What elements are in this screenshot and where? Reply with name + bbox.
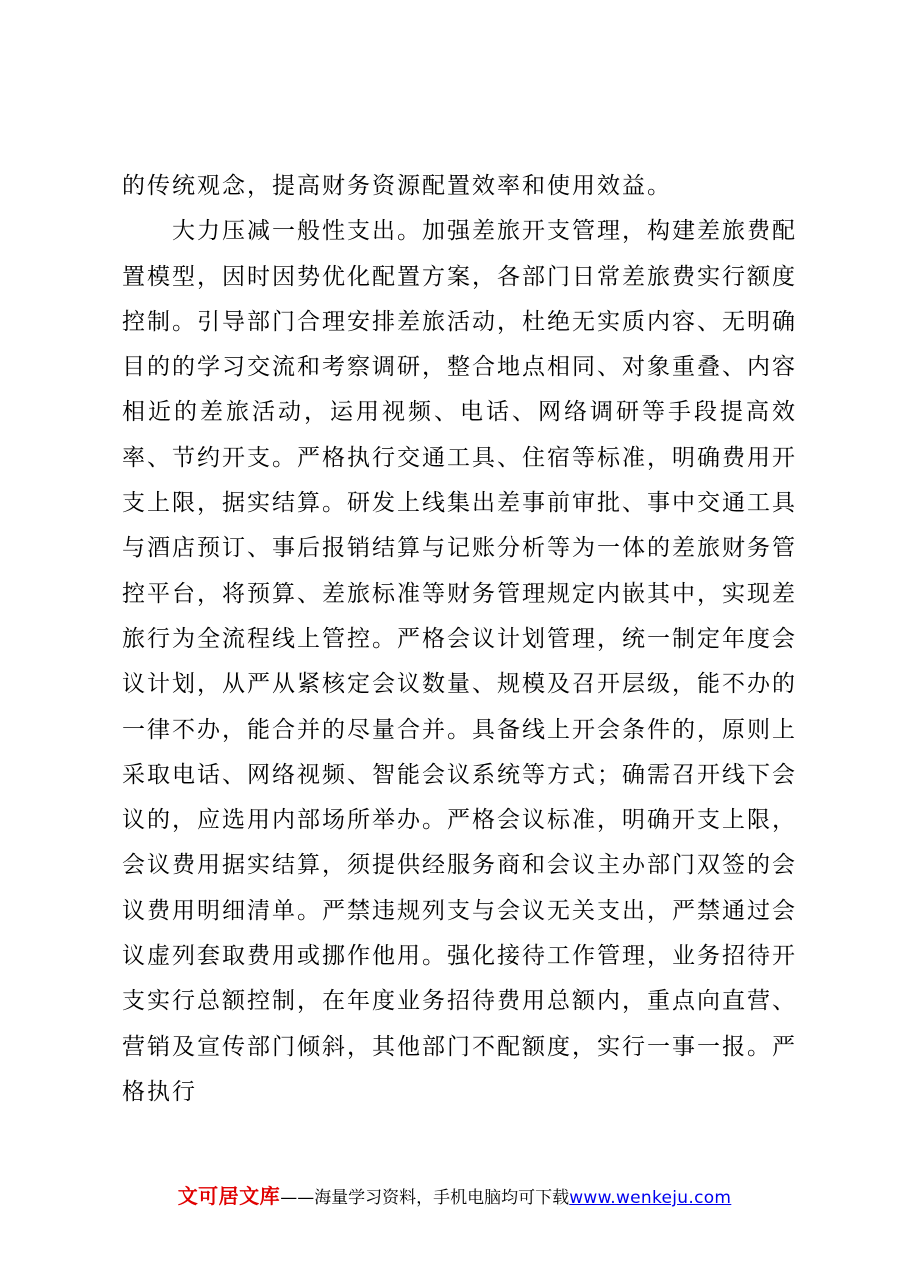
footer-tagline: ——海量学习资料，手机电脑均可下载 — [280, 1188, 570, 1208]
footer-website-link[interactable]: www.wenkeju.com — [569, 1188, 732, 1208]
page-footer — [0, 1180, 909, 1209]
paragraph-continuation: 的传统观念，提高财务资源配置效率和使用效益。 — [122, 173, 672, 199]
paragraph-expense-reduction: 大力压减一般性支出。加强差旅开支管理，构建差旅费配置模型，因时因势优化配置方案，各部门日常差旅费实行额度控制。引导部门合理安排差旅活动，杜绝无实质内容、无明确目的的学习交流和考察调研，整合地点相同、对象重叠、内容相近的差旅活动，运用视频、电话、网络调研等手段提高效率、节约开支。严格执行交通工具、住宿等标准，明确费用开支上限，据实结算。研发上线集出差事前审批、事中交通工具与酒店预订、事后报销结算与记账分析等为一体的差旅财务管控平台，将预算、差旅标准等财务管理规定内嵌其中，实现差旅行为全流程线上管控。严格会议计划管理，统一制定年度会议计划，从严从紧核定会议数量、规模及召开层级，能不办的一律不办，能合并的尽量合并。具备线上开会条件的，原则上采取电话、网络视频、智能会议系统等方式；确需召开线下会议的，应选用内部场所举办。严格会议标准，明确开支上限，会议费用据实结算，须提供经服务商和会议主办部门双签的会议费用明细清单。严禁违规列支与会议无关支出，严禁通过会议虚列套取费用或挪作他用。强化接待工作管理，业务招待开支实行总额控制，在年度业务招待费用总额内，重点向直营、营销及宣传部门倾斜，其他部门不配额度，实行一事一报。严格执行 — [122, 218, 797, 1105]
document-body — [122, 164, 797, 1115]
footer-brand: 文可居文库 — [177, 1184, 281, 1208]
